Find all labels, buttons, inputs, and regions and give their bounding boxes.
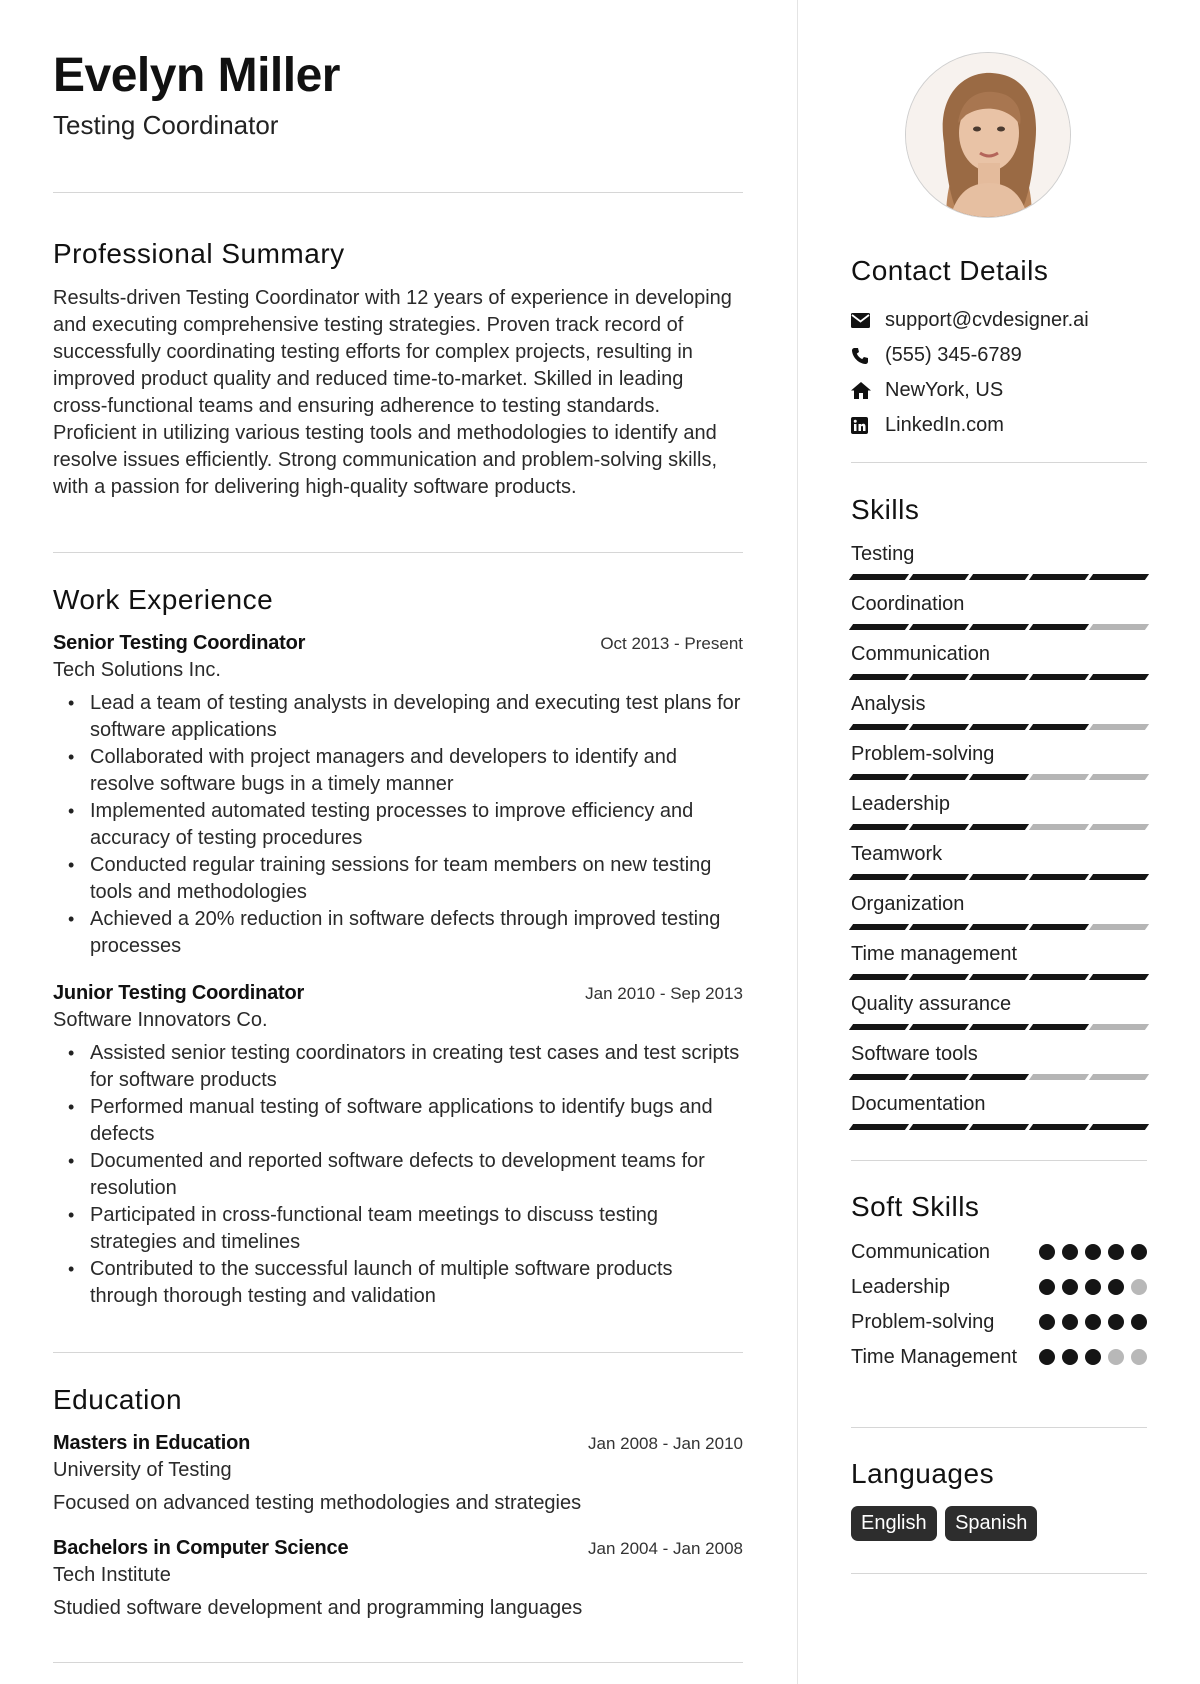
school-name: University of Testing [53, 1459, 232, 1481]
rating-dot [1039, 1244, 1055, 1260]
skill-level-segment [1029, 574, 1089, 580]
skill-name: Testing [851, 543, 915, 565]
languages-divider [851, 1573, 1147, 1574]
skill-level-segment [849, 824, 909, 830]
skill-level-segment [1029, 1124, 1089, 1130]
contact-location [851, 373, 1147, 408]
soft-skill-item [851, 1239, 1147, 1266]
skill-level-segment [1089, 674, 1149, 680]
job-company: Software Innovators Co. [53, 1009, 268, 1031]
skills-list [851, 540, 1147, 1140]
skill-item [851, 640, 1147, 690]
rating-dot [1131, 1314, 1147, 1330]
job-bullet: • Lead a team of testing analysts in developing and executing test plans for software applications [90, 690, 743, 744]
skill-level-segment [849, 624, 909, 630]
contact-email[interactable] [851, 303, 1147, 338]
language-chip: Spanish [945, 1506, 1037, 1541]
skill-level-segment [1029, 974, 1089, 980]
skill-level-bar [851, 724, 1147, 730]
soft-skill-name: Problem-solving [851, 1311, 995, 1333]
skill-item [851, 690, 1147, 740]
job-entry [53, 982, 743, 1310]
skill-item [851, 990, 1147, 1040]
skill-level-segment [969, 574, 1029, 580]
portrait-image [906, 53, 1071, 218]
skill-level-segment [969, 874, 1029, 880]
skill-level-bar [851, 874, 1147, 880]
linkedin-icon [851, 417, 885, 434]
skill-level-segment [909, 574, 969, 580]
soft-skill-rating [1039, 1314, 1147, 1330]
skill-level-segment [849, 674, 909, 680]
job-bullet: • Performed manual testing of software applications to identify bugs and defects [90, 1094, 743, 1148]
skill-level-segment [1089, 974, 1149, 980]
rating-dot [1062, 1314, 1078, 1330]
contact-phone-text: (555) 345-6789 [885, 344, 1022, 366]
skill-name: Quality assurance [851, 993, 1012, 1015]
summary-divider [53, 552, 743, 553]
rating-dot [1062, 1244, 1078, 1260]
skill-level-segment [1029, 1074, 1089, 1080]
skill-item [851, 1090, 1147, 1140]
contact-divider [851, 462, 1147, 463]
skill-level-segment [1089, 1074, 1149, 1080]
skill-level-segment [909, 874, 969, 880]
skill-level-segment [909, 824, 969, 830]
skill-name: Analysis [851, 693, 926, 715]
skill-level-bar [851, 824, 1147, 830]
rating-dot [1039, 1349, 1055, 1365]
rating-dot [1039, 1279, 1055, 1295]
skill-level-bar [851, 624, 1147, 630]
job-company: Tech Solutions Inc. [53, 659, 221, 681]
skill-level-bar [851, 674, 1147, 680]
soft-skills-divider [851, 1427, 1147, 1428]
contact-heading: Contact Details [851, 255, 1049, 286]
education-date: Jan 2008 - Jan 2010 [587, 1434, 743, 1453]
skill-level-segment [1029, 774, 1089, 780]
skill-level-segment [1089, 774, 1149, 780]
candidate-title: Testing Coordinator [53, 110, 279, 140]
rating-dot [1108, 1244, 1124, 1260]
languages-list [851, 1506, 1041, 1541]
phone-icon [851, 347, 885, 365]
column-divider [797, 0, 798, 1684]
education-entry [53, 1432, 743, 1515]
rating-dot [1108, 1314, 1124, 1330]
education-description: Studied software development and programming languages [53, 1597, 583, 1619]
skill-name: Organization [851, 893, 965, 915]
skill-level-bar [851, 924, 1147, 930]
skill-level-segment [909, 624, 969, 630]
skill-level-segment [849, 974, 909, 980]
skill-level-segment [909, 1124, 969, 1130]
skill-level-segment [1089, 724, 1149, 730]
soft-skill-item [851, 1344, 1147, 1371]
skill-level-segment [849, 774, 909, 780]
skill-level-segment [1089, 874, 1149, 880]
skill-level-segment [909, 724, 969, 730]
skill-level-segment [909, 674, 969, 680]
rating-dot [1062, 1349, 1078, 1365]
soft-skill-name: Communication [851, 1241, 990, 1263]
contact-linkedin-text: LinkedIn.com [885, 414, 1004, 436]
skill-level-segment [1029, 874, 1089, 880]
skill-level-segment [849, 1124, 909, 1130]
skill-level-segment [909, 974, 969, 980]
work-divider [53, 1352, 743, 1353]
rating-dot [1085, 1349, 1101, 1365]
job-date: Jan 2010 - Sep 2013 [585, 984, 743, 1003]
work-heading: Work Experience [53, 584, 274, 615]
skill-name: Documentation [851, 1093, 986, 1115]
summary-text: Results-driven Testing Coordinator with 12 years of experience in developing and executing comprehensive testing strategies. Proven track record of successfully coordinating testing efforts for complex projects, resulting in improved product quality and reduced time-to-market. Skilled in leading cross-functional teams and ensuring adherence to testing standards. Proficient in utilizing various testing tools and methodologies to identify and resolve issues efficiently. Strong communication and problem-solving skills, with a passion for delivering high-quality software products. [53, 287, 732, 498]
candidate-name: Evelyn Miller [53, 49, 340, 102]
skill-level-bar [851, 574, 1147, 580]
soft-skill-rating [1039, 1244, 1147, 1260]
skill-level-segment [909, 1074, 969, 1080]
rating-dot [1131, 1279, 1147, 1295]
skill-level-segment [1029, 824, 1089, 830]
skill-level-segment [1029, 624, 1089, 630]
skill-level-segment [969, 974, 1029, 980]
skill-level-segment [969, 774, 1029, 780]
job-bullet: • Contributed to the successful launch of multiple software products through thorough testing and validation [90, 1256, 743, 1310]
education-description: Focused on advanced testing methodologies and strategies [53, 1492, 582, 1514]
skill-level-bar [851, 1124, 1147, 1130]
soft-skill-rating [1039, 1279, 1147, 1295]
job-entry [53, 632, 743, 960]
education-heading: Education [53, 1384, 183, 1415]
skill-level-segment [849, 1074, 909, 1080]
skill-level-segment [849, 724, 909, 730]
skill-level-segment [849, 574, 909, 580]
skill-name: Problem-solving [851, 743, 995, 765]
skill-name: Coordination [851, 593, 965, 615]
skill-level-segment [909, 924, 969, 930]
rating-dot [1062, 1279, 1078, 1295]
skill-item [851, 840, 1147, 890]
soft-skills-heading: Soft Skills [851, 1191, 980, 1222]
skill-level-segment [969, 1074, 1029, 1080]
skill-item [851, 740, 1147, 790]
skill-item [851, 540, 1147, 590]
soft-skill-item [851, 1274, 1147, 1301]
skills-divider [851, 1160, 1147, 1161]
skill-name: Time management [851, 943, 1017, 965]
skill-item [851, 1040, 1147, 1090]
skill-name: Leadership [851, 793, 950, 815]
skill-level-segment [849, 874, 909, 880]
skill-level-segment [969, 724, 1029, 730]
skill-level-segment [969, 924, 1029, 930]
soft-skill-rating [1039, 1349, 1147, 1365]
skill-level-segment [1089, 824, 1149, 830]
skill-level-segment [969, 624, 1029, 630]
education-entry [53, 1537, 743, 1620]
school-name: Tech Institute [53, 1564, 171, 1586]
skill-level-segment [969, 674, 1029, 680]
skill-level-segment [909, 1024, 969, 1030]
contact-email-text: support@cvdesigner.ai [885, 309, 1089, 331]
education-date: Jan 2004 - Jan 2008 [587, 1539, 743, 1558]
rating-dot [1039, 1314, 1055, 1330]
contact-list [851, 303, 1147, 443]
skill-item [851, 890, 1147, 940]
job-title: Senior Testing Coordinator [53, 632, 306, 654]
home-icon [851, 382, 885, 399]
skill-name: Teamwork [851, 843, 943, 865]
job-bullet: • Collaborated with project managers and developers to identify and resolve software bugs in a timely manner [90, 744, 743, 798]
job-bullet: • Participated in cross-functional team meetings to discuss testing strategies and timelines [90, 1202, 743, 1256]
skill-level-segment [1089, 1124, 1149, 1130]
soft-skills-list [851, 1239, 1147, 1379]
skill-item [851, 590, 1147, 640]
envelope-icon [851, 313, 885, 328]
rating-dot [1108, 1279, 1124, 1295]
skill-level-segment [1089, 1024, 1149, 1030]
job-bullet: • Conducted regular training sessions for team members on new testing tools and methodologies [90, 852, 743, 906]
contact-phone[interactable] [851, 338, 1147, 373]
skill-level-segment [969, 1024, 1029, 1030]
skill-level-segment [1029, 1024, 1089, 1030]
job-title: Junior Testing Coordinator [53, 982, 305, 1004]
skill-level-segment [1089, 924, 1149, 930]
language-chip: English [851, 1506, 937, 1541]
job-date: Oct 2013 - Present [600, 634, 743, 653]
skill-level-segment [969, 1124, 1029, 1130]
job-bullets [53, 690, 743, 960]
skill-level-segment [1029, 674, 1089, 680]
skill-name: Communication [851, 643, 990, 665]
rating-dot [1085, 1314, 1101, 1330]
soft-skill-name: Leadership [851, 1276, 950, 1298]
job-bullets [53, 1040, 743, 1310]
skill-level-segment [1089, 624, 1149, 630]
job-bullet: • Documented and reported software defects to development teams for resolution [90, 1148, 743, 1202]
skill-level-segment [969, 824, 1029, 830]
rating-dot [1085, 1244, 1101, 1260]
skill-level-segment [849, 924, 909, 930]
job-bullet: • Implemented automated testing processes to improve efficiency and accuracy of testing procedures [90, 798, 743, 852]
skill-level-bar [851, 774, 1147, 780]
soft-skill-item [851, 1309, 1147, 1336]
rating-dot [1131, 1349, 1147, 1365]
skill-level-segment [849, 1024, 909, 1030]
skill-name: Software tools [851, 1043, 978, 1065]
skills-heading: Skills [851, 494, 920, 525]
skill-item [851, 790, 1147, 840]
skill-level-segment [1029, 924, 1089, 930]
summary-heading: Professional Summary [53, 238, 345, 269]
job-bullet: • Achieved a 20% reduction in software defects through improved testing processes [90, 906, 743, 960]
rating-dot [1131, 1244, 1147, 1260]
languages-heading: Languages [851, 1458, 995, 1489]
education-divider [53, 1662, 743, 1663]
degree-title: Bachelors in Computer Science [53, 1537, 349, 1559]
contact-linkedin[interactable] [851, 408, 1147, 443]
skill-level-bar [851, 1024, 1147, 1030]
skill-level-bar [851, 974, 1147, 980]
job-bullet: • Assisted senior testing coordinators in creating test cases and test scripts for software products [90, 1040, 743, 1094]
header-divider [53, 192, 743, 193]
skill-level-segment [1089, 574, 1149, 580]
skill-item [851, 940, 1147, 990]
profile-photo [905, 52, 1071, 218]
skill-level-segment [909, 774, 969, 780]
degree-title: Masters in Education [53, 1432, 251, 1454]
contact-location-text: NewYork, US [885, 379, 1004, 401]
skill-level-segment [1029, 724, 1089, 730]
skill-level-bar [851, 1074, 1147, 1080]
rating-dot [1085, 1279, 1101, 1295]
soft-skill-name: Time Management [851, 1346, 1017, 1368]
rating-dot [1108, 1349, 1124, 1365]
